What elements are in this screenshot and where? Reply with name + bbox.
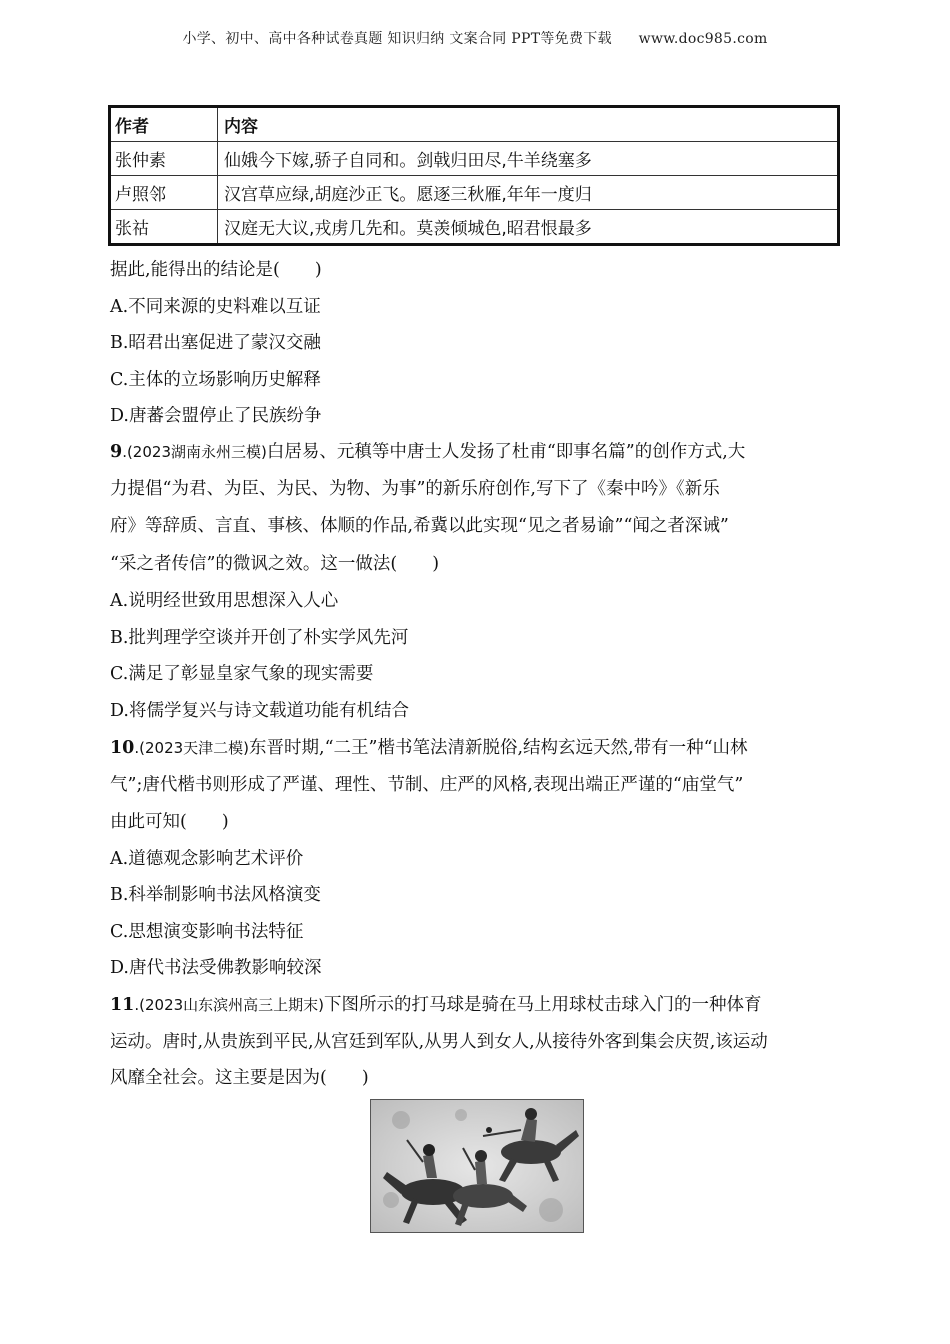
q9-option-d[interactable]: D.将儒学复兴与诗文载道功能有机结合 (110, 701, 409, 721)
page-header (0, 28, 950, 48)
q9-option-b[interactable]: B.批判理学空谈并开创了朴实学风先河 (110, 628, 409, 648)
q8-option-a[interactable]: A.不同来源的史料难以互证 (110, 297, 321, 317)
polo-painting-image (370, 1099, 584, 1233)
q10-option-d[interactable]: D.唐代书法受佛教影响较深 (110, 958, 322, 978)
table-cell-author: 张仲素 (110, 142, 218, 176)
q9-text-1: 白居易、元稹等中唐士人发扬了杜甫“即事名篇”的创作方式,大 (266, 442, 746, 462)
q9-line-1 (110, 438, 745, 463)
q8-option-b[interactable]: B.昭君出塞促进了蒙汉交融 (110, 333, 321, 353)
q10-line-2: 气”;唐代楷书则形成了严谨、理性、节制、庄严的风格,表现出端正严谨的“庙堂气” (110, 775, 744, 795)
q10-option-a[interactable]: A.道德观念影响艺术评价 (110, 849, 304, 869)
poem-table (108, 105, 840, 246)
q11-line-1 (110, 991, 762, 1016)
header-url[interactable]: www.doc985.com (638, 31, 768, 47)
q10-text-1: 东晋时期,“二王”楷书笔法清新脱俗,结构玄远天然,带有一种“山林 (249, 738, 748, 758)
q9-number: 9 (110, 442, 123, 462)
q10-option-b[interactable]: B.科举制影响书法风格演变 (110, 885, 321, 905)
table-cell-content: 汉庭无大议,戎虏几先和。莫羡倾城色,昭君恨最多 (218, 210, 839, 245)
table-cell-content: 仙娥今下嫁,骄子自同和。剑戟归田尽,牛羊绕塞多 (218, 142, 839, 176)
q9-line-2: 力提倡“为君、为臣、为民、为物、为事”的新乐府创作,写下了《秦中吟》《新乐 (110, 479, 720, 499)
q10-option-c[interactable]: C.思想演变影响书法特征 (110, 922, 304, 942)
q9-option-c[interactable]: C.满足了彰显皇家气象的现实需要 (110, 664, 374, 684)
table-header-content: 内容 (218, 107, 839, 142)
q9-option-a[interactable]: A.说明经世致用思想深入人心 (110, 591, 339, 611)
header-text: 小学、初中、高中各种试卷真题 知识归纳 文案合同 PPT等免费下载 (182, 31, 612, 47)
q10-line-3: 由此可知( ) (110, 812, 229, 832)
q8-option-d[interactable]: D.唐蕃会盟停止了民族纷争 (110, 406, 322, 426)
q11-source: .(2023山东滨州高三上期末) (134, 996, 325, 1014)
q9-line-3: 府》等辞质、言直、事核、体顺的作品,希冀以此实现“见之者易谕”“闻之者深诫” (110, 516, 729, 536)
table-row (110, 176, 839, 210)
table-row (110, 142, 839, 176)
q8-option-c[interactable]: C.主体的立场影响历史解释 (110, 370, 321, 390)
q10-source: .(2023天津二模) (134, 739, 250, 757)
table-cell-content: 汉宫草应绿,胡庭沙正飞。愿逐三秋雁,年年一度归 (218, 176, 839, 210)
table-row (110, 210, 839, 245)
q11-line-2: 运动。唐时,从贵族到平民,从宫廷到军队,从男人到女人,从接待外客到集会庆贺,该运动 (110, 1032, 768, 1052)
q10-line-1 (110, 734, 748, 759)
q8-stem: 据此,能得出的结论是( ) (110, 260, 322, 280)
q9-source: .(2023湖南永州三模) (122, 443, 267, 461)
table-header-row (110, 107, 839, 142)
q11-text-1: 下图所示的打马球是骑在马上用球杖击球入门的一种体育 (324, 995, 762, 1015)
q9-line-4: “采之者传信”的微讽之效。这一做法( ) (110, 554, 440, 574)
table-cell-author: 张祜 (110, 210, 218, 245)
table-cell-author: 卢照邻 (110, 176, 218, 210)
q10-number: 10 (110, 738, 135, 758)
table-header-author: 作者 (110, 107, 218, 142)
polo-painting-illustration (371, 1100, 583, 1232)
q11-line-3: 风靡全社会。这主要是因为( ) (110, 1068, 369, 1088)
q11-number: 11 (110, 995, 135, 1015)
